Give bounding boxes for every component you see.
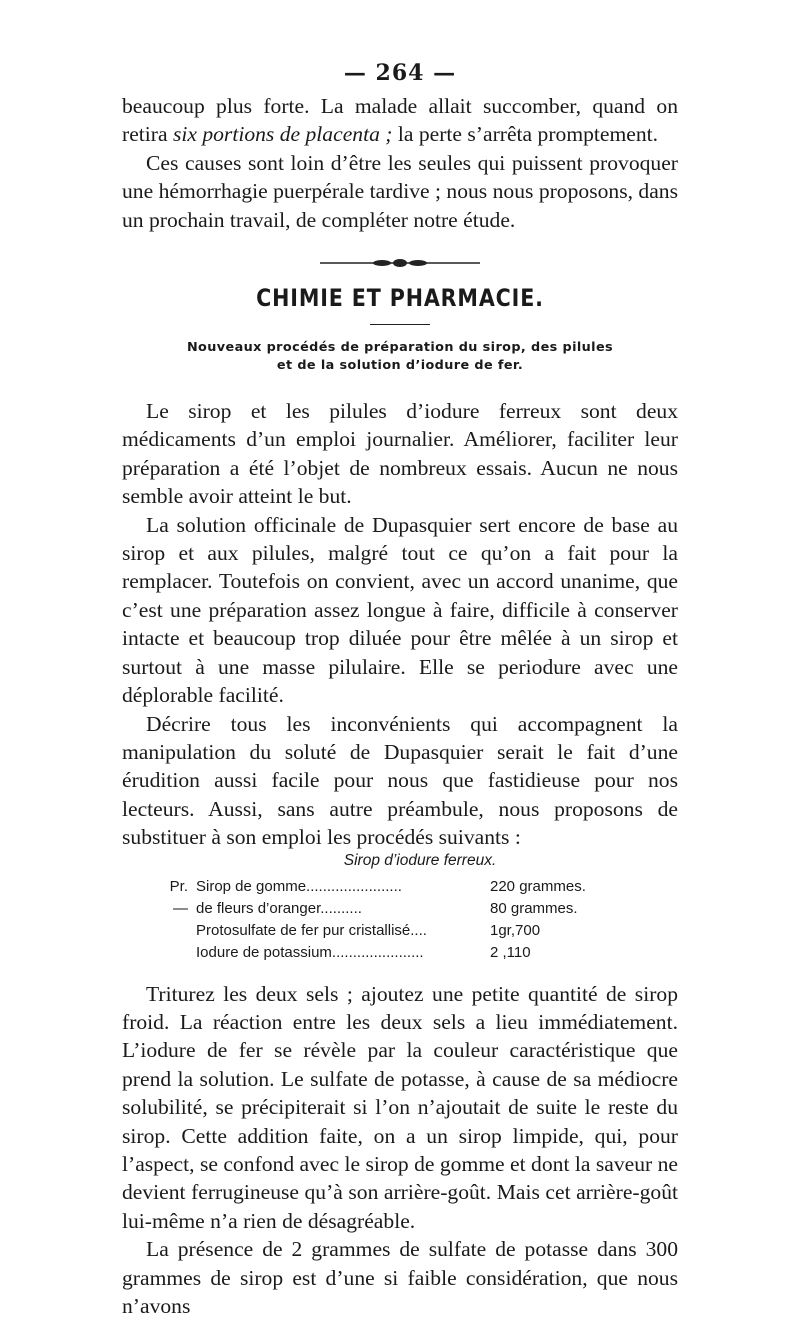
ornamental-divider <box>320 258 480 268</box>
recipe-row <box>122 878 678 900</box>
title-underline <box>370 324 430 325</box>
recipe-title: Sirop d’iodure ferreux. <box>343 851 497 869</box>
recipe-ingredient: Protosulfate de fer pur cristallisé.... <box>196 921 427 939</box>
intro-paragraph-1 <box>122 92 678 149</box>
recipe-row <box>122 922 678 944</box>
section-title: CHIMIE ET PHARMACIE. <box>256 284 544 313</box>
recipe-quantity: 220 grammes. <box>490 877 586 895</box>
ornament-icon <box>320 258 480 268</box>
recipe-ingredient: de fleurs d’oranger.......... <box>196 899 362 917</box>
recipe-row <box>122 900 678 922</box>
section-subtitle <box>122 339 678 375</box>
body-paragraph-1: Le sirop et les pilules d’iodure ferreux sont deux médicaments d’un emploi journalier. Améliorer, faciliter leur préparation a été l’objet de nombreux essais. Aucun ne nous semble avoir atteint le but. <box>122 399 678 509</box>
after-paragraph-2: La présence de 2 grammes de sulfate de potasse dans 300 grammes de sirop est d’une si faible considération, que nous n’avons <box>122 1237 678 1318</box>
document-page <box>122 60 678 1320</box>
recipe-ingredient: Iodure de potassium...................... <box>196 943 424 961</box>
recipe-quantity: 1gr,700 <box>490 921 541 939</box>
body-paragraph-2: La solution officinale de Dupasquier sert encore de base au sirop et aux pilules, malgré tout ce qu’on a fait pour la remplacer. Toutefois on convient, avec un accord unanime, que c’est une préparation assez longue à faire, difficile à conserver intacte et beaucoup trop diluée pour être mêlée à un sirop et surtout à une masse pilulaire. Elle se periodure avec une déplorable facilité. <box>122 512 678 708</box>
intro-paragraph-2: Ces causes sont loin d’être les seules qui puissent provoquer une hémorrhagie puerpérale tardive ; nous nous proposons, dans un prochain travail, de compléter notre étude. <box>122 150 678 232</box>
after-paragraph-1: Triturez les deux sels ; ajoutez une petite quantité de sirop froid. La réaction entre les deux sels a lieu immédiatement. L’iodure de fer se révèle par la couleur caractéristique que prend la solution. Le sulfate de potasse, à cause de sa médiocre solubilité, se précipiterait si l’on n’ajoutait de suite le reste du sirop. Cette addition faite, on a un sirop limpide, qui, pour l’aspect, se confond avec le sirop de gomme et dont la saveur ne devient ferrugineuse qu’à son arrière-goût. Mais cet arrière-goût lui-même n’a rien de désagréable. <box>122 981 678 1233</box>
subtitle-line-1: Nouveaux procédés de préparation du sirop, des pilules <box>186 340 614 356</box>
recipe-row <box>122 944 678 966</box>
recipe-quantity: 2 ,110 <box>490 943 531 961</box>
page-number: — 264 — <box>343 60 457 86</box>
recipe-ingredient: Sirop de gomme....................... <box>196 877 402 895</box>
body-paragraph-3: Décrire tous les inconvénients qui accompagnent la manipulation du soluté de Dupasquier serait le fait d’une érudition aussi facile pour nous que fastidieuse pour nos lecteurs. Aussi, sans autre préambule, nous proposons de substituer à son emploi les procédés suivants : <box>122 711 678 850</box>
recipe-prefix: — <box>173 899 188 917</box>
recipe-table <box>122 878 678 966</box>
intro-text-b: la perte s’arrêta promptement. <box>392 122 659 147</box>
recipe-prefix: Pr. <box>169 877 188 895</box>
intro-emphasis: six portions de placenta ; <box>172 122 393 147</box>
subtitle-line-2: et de la solution d’iodure de fer. <box>276 358 524 374</box>
intro-text-a: beaucoup plus forte. La malade allait succomber, quand on retira <box>122 94 678 147</box>
recipe-quantity: 80 grammes. <box>490 899 578 917</box>
